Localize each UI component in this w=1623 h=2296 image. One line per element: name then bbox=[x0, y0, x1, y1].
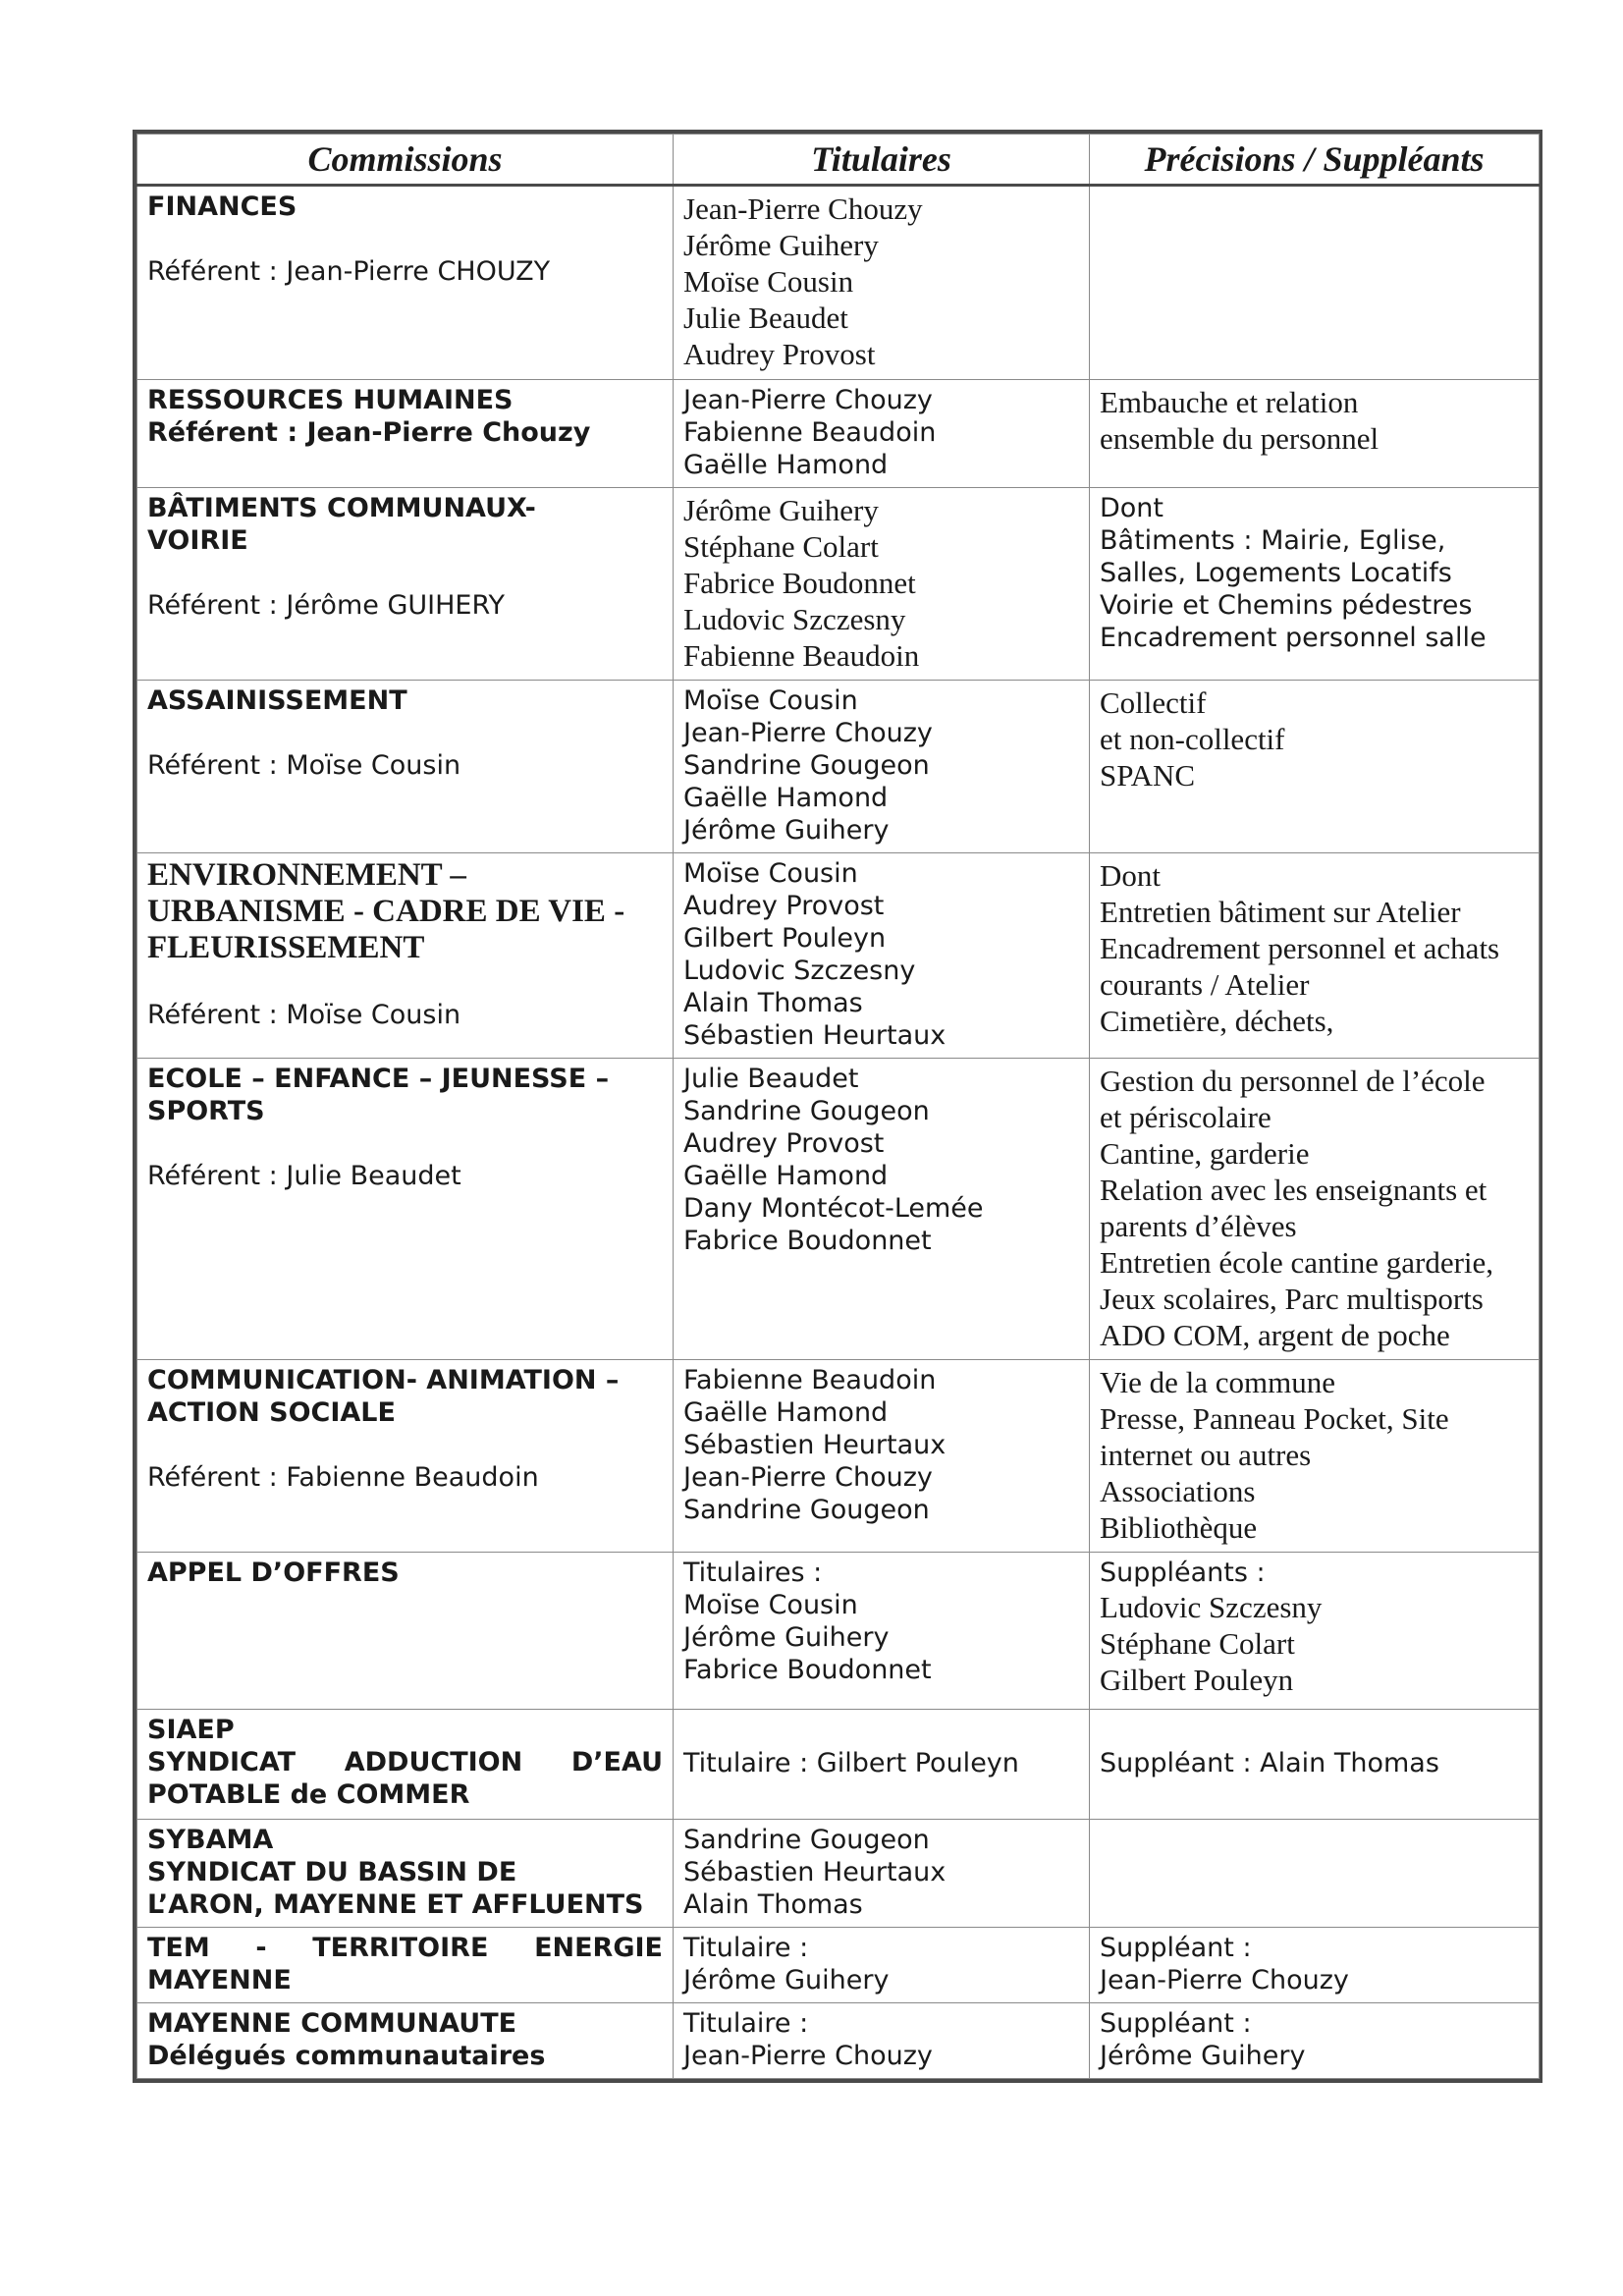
commission-title: SYBAMA bbox=[147, 1825, 274, 1855]
precisions-cell bbox=[1090, 1928, 1540, 2003]
precision-line: Gestion du personnel de l’école bbox=[1100, 1064, 1486, 1098]
commission-title: SYNDICAT ADDUCTION D’EAU bbox=[147, 1747, 663, 1777]
precision-line: Jeux scolaires, Parc multisports bbox=[1100, 1282, 1484, 1316]
member-name: Gilbert Pouleyn bbox=[683, 923, 887, 954]
member-name: Sandrine Gougeon bbox=[683, 1096, 930, 1126]
member-name: Jérôme Guihery bbox=[683, 493, 879, 527]
precisions-cell bbox=[1090, 2003, 1540, 2079]
commission-title: SYNDICAT DU BASSIN DE bbox=[147, 1857, 517, 1887]
commission-cell bbox=[137, 1710, 674, 1820]
member-name: Alain Thomas bbox=[683, 988, 863, 1018]
member-name: Audrey Provost bbox=[683, 1128, 885, 1159]
titulaires-cell bbox=[674, 488, 1090, 681]
commission-cell bbox=[137, 380, 674, 488]
member-name: Fabrice Boudonnet bbox=[683, 1226, 932, 1256]
member-name: Ludovic Szczesny bbox=[683, 602, 906, 636]
precisions-cell bbox=[1090, 1553, 1540, 1710]
commission-title: TEM - TERRITOIRE ENERGIE bbox=[147, 1933, 663, 1963]
precision-line: Presse, Panneau Pocket, Site bbox=[1100, 1401, 1449, 1436]
titulaires-cell bbox=[674, 2003, 1090, 2079]
titulaires-cell bbox=[674, 1820, 1090, 1928]
member-name: Fabienne Beaudoin bbox=[683, 1365, 937, 1395]
commission-cell bbox=[137, 1059, 674, 1360]
precisions-cell bbox=[1090, 1710, 1540, 1820]
commission-title: FLEURISSEMENT bbox=[147, 930, 425, 965]
member-name: Moïse Cousin bbox=[683, 1590, 858, 1620]
precision-line: Vie de la commune bbox=[1100, 1365, 1336, 1399]
table-row bbox=[137, 1360, 1540, 1553]
commission-referent: Référent : Jérôme GUIHERY bbox=[147, 590, 505, 621]
member-name: Sébastien Heurtaux bbox=[683, 1430, 947, 1460]
precisions-cell bbox=[1090, 380, 1540, 488]
member-name: Julie Beaudet bbox=[683, 1064, 859, 1094]
commission-title: Délégués communautaires bbox=[147, 2041, 546, 2071]
commission-title: ECOLE – ENFANCE – JEUNESSE – bbox=[147, 1064, 610, 1094]
titulaires-cell bbox=[674, 853, 1090, 1059]
member-name: Dany Montécot-Lemée bbox=[683, 1193, 984, 1224]
table-row bbox=[137, 1553, 1540, 1710]
commission-title: SIAEP bbox=[147, 1715, 235, 1745]
precision-line: ADO COM, argent de poche bbox=[1100, 1318, 1450, 1352]
titulaires-cell bbox=[674, 1710, 1090, 1820]
header-commissions: Commissions bbox=[137, 135, 674, 186]
precision-line: et non-collectif bbox=[1100, 722, 1285, 756]
titulaires-cell bbox=[674, 186, 1090, 380]
member-name: Sébastien Heurtaux bbox=[683, 1020, 947, 1051]
member-name: Moïse Cousin bbox=[683, 685, 858, 716]
commission-cell bbox=[137, 853, 674, 1059]
precision-line: Gilbert Pouleyn bbox=[1100, 1663, 1294, 1697]
member-name: Sandrine Gougeon bbox=[683, 1495, 930, 1525]
precision-line: Jérôme Guihery bbox=[1100, 2041, 1306, 2071]
precision-line: Dont bbox=[1100, 858, 1161, 893]
table-row bbox=[137, 853, 1540, 1059]
table-row bbox=[137, 488, 1540, 681]
member-name: Stéphane Colart bbox=[683, 529, 879, 564]
table-row bbox=[137, 1928, 1540, 2003]
member-name: Jean-Pierre Chouzy bbox=[683, 191, 923, 226]
commission-cell bbox=[137, 1360, 674, 1553]
member-name: Audrey Provost bbox=[683, 891, 885, 921]
member-name: Fabienne Beaudoin bbox=[683, 638, 920, 673]
member-name: Audrey Provost bbox=[683, 337, 876, 371]
table-row bbox=[137, 1059, 1540, 1360]
precision-line: Entretien école cantine garderie, bbox=[1100, 1245, 1494, 1280]
precision-line: Suppléant : bbox=[1100, 1933, 1252, 1963]
precision-line: Relation avec les enseignants et bbox=[1100, 1173, 1488, 1207]
member-name: Jean-Pierre Chouzy bbox=[683, 1462, 933, 1493]
commission-title: POTABLE de COMMER bbox=[147, 1779, 470, 1810]
member-name: Titulaire : Gilbert Pouleyn bbox=[683, 1748, 1019, 1778]
member-name: Titulaire : bbox=[683, 2008, 809, 2039]
commission-title: FINANCES bbox=[147, 191, 298, 222]
member-name: Sandrine Gougeon bbox=[683, 1825, 930, 1855]
precision-line: Suppléants : bbox=[1100, 1558, 1266, 1588]
member-name: Jean-Pierre Chouzy bbox=[683, 718, 933, 748]
commission-referent: Référent : Moïse Cousin bbox=[147, 1000, 461, 1030]
member-name: Titulaires : bbox=[683, 1558, 823, 1588]
table-row bbox=[137, 2003, 1540, 2079]
header-titulaires: Titulaires bbox=[674, 135, 1090, 186]
member-name: Jean-Pierre Chouzy bbox=[683, 2041, 933, 2071]
commission-cell bbox=[137, 186, 674, 380]
commission-referent: Référent : Moïse Cousin bbox=[147, 750, 461, 781]
precision-line: Salles, Logements Locatifs bbox=[1100, 558, 1452, 588]
commission-title: MAYENNE COMMUNAUTE bbox=[147, 2008, 517, 2039]
commission-title: COMMUNICATION- ANIMATION – bbox=[147, 1365, 620, 1395]
precision-line: Cimetière, déchets, bbox=[1100, 1004, 1334, 1038]
precision-line: SPANC bbox=[1100, 758, 1196, 793]
commission-title: ENVIRONNEMENT – bbox=[147, 857, 466, 893]
commission-title: BÂTIMENTS COMMUNAUX- bbox=[147, 493, 536, 523]
precisions-cell bbox=[1090, 488, 1540, 681]
commission-title: ASSAINISSEMENT bbox=[147, 685, 407, 716]
member-name: Moïse Cousin bbox=[683, 264, 854, 299]
member-name: Alain Thomas bbox=[683, 1889, 863, 1920]
table-row bbox=[137, 380, 1540, 488]
commission-referent: Référent : Jean-Pierre CHOUZY bbox=[147, 256, 551, 287]
precision-line: Embauche et relation bbox=[1100, 385, 1359, 419]
precision-line: ensemble du personnel bbox=[1100, 421, 1380, 456]
header-row bbox=[137, 135, 1540, 186]
member-name: Jean-Pierre Chouzy bbox=[683, 385, 933, 415]
titulaires-cell bbox=[674, 1059, 1090, 1360]
member-name: Ludovic Szczesny bbox=[683, 956, 916, 986]
precision-line: Suppléant : Alain Thomas bbox=[1100, 1748, 1439, 1778]
titulaires-cell bbox=[674, 380, 1090, 488]
member-name: Sébastien Heurtaux bbox=[683, 1857, 947, 1887]
precisions-cell bbox=[1090, 1360, 1540, 1553]
table-row bbox=[137, 1710, 1540, 1820]
commission-cell bbox=[137, 1553, 674, 1710]
titulaires-cell bbox=[674, 681, 1090, 853]
precisions-cell bbox=[1090, 853, 1540, 1059]
precision-line: Entretien bâtiment sur Atelier bbox=[1100, 895, 1461, 929]
precisions-cell bbox=[1090, 1059, 1540, 1360]
commission-title: SPORTS bbox=[147, 1096, 265, 1126]
commission-referent: Référent : Fabienne Beaudoin bbox=[147, 1462, 539, 1493]
member-name: Gaëlle Hamond bbox=[683, 783, 889, 813]
precisions-cell bbox=[1090, 681, 1540, 853]
commission-title: APPEL D’OFFRES bbox=[147, 1558, 400, 1588]
member-name: Fabienne Beaudoin bbox=[683, 417, 937, 448]
precision-line: Cantine, garderie bbox=[1100, 1136, 1310, 1171]
precision-line: Bibliothèque bbox=[1100, 1510, 1258, 1545]
member-name: Jérôme Guihery bbox=[683, 1965, 890, 1995]
member-name: Sandrine Gougeon bbox=[683, 750, 930, 781]
table-row bbox=[137, 681, 1540, 853]
member-name: Jérôme Guihery bbox=[683, 228, 879, 262]
table-row bbox=[137, 1820, 1540, 1928]
member-name: Jérôme Guihery bbox=[683, 1622, 890, 1653]
commission-title: L’ARON, MAYENNE ET AFFLUENTS bbox=[147, 1889, 644, 1920]
precision-line: Bâtiments : Mairie, Eglise, bbox=[1100, 525, 1446, 556]
member-name: Fabrice Boudonnet bbox=[683, 1655, 932, 1685]
precisions-cell bbox=[1090, 186, 1540, 380]
commission-referent: Référent : Jean-Pierre Chouzy bbox=[147, 417, 591, 448]
precision-line: et périscolaire bbox=[1100, 1100, 1271, 1134]
commissions-table bbox=[133, 130, 1542, 2083]
precision-line: Encadrement personnel et achats bbox=[1100, 931, 1500, 965]
member-name: Titulaire : bbox=[683, 1933, 809, 1963]
titulaires-cell bbox=[674, 1553, 1090, 1710]
header-precisions: Précisions / Suppléants bbox=[1090, 135, 1540, 186]
table-row bbox=[137, 186, 1540, 380]
member-name: Fabrice Boudonnet bbox=[683, 566, 916, 600]
precision-line: Ludovic Szczesny bbox=[1100, 1590, 1323, 1624]
precisions-cell bbox=[1090, 1820, 1540, 1928]
commission-title: URBANISME - CADRE DE VIE - bbox=[147, 894, 625, 929]
commission-title: ACTION SOCIALE bbox=[147, 1397, 396, 1428]
precision-line: courants / Atelier bbox=[1100, 967, 1310, 1002]
commission-cell bbox=[137, 1820, 674, 1928]
precision-line: Dont bbox=[1100, 493, 1164, 523]
precision-line: Stéphane Colart bbox=[1100, 1626, 1295, 1661]
commission-title: VOIRIE bbox=[147, 525, 248, 556]
precision-line: internet ou autres bbox=[1100, 1438, 1312, 1472]
precision-line: Collectif bbox=[1100, 685, 1207, 720]
precision-line: parents d’élèves bbox=[1100, 1209, 1297, 1243]
commission-cell bbox=[137, 1928, 674, 2003]
precision-line: Voirie et Chemins pédestres bbox=[1100, 590, 1473, 621]
commission-referent: Référent : Julie Beaudet bbox=[147, 1161, 461, 1191]
member-name: Gaëlle Hamond bbox=[683, 1161, 889, 1191]
member-name: Gaëlle Hamond bbox=[683, 450, 889, 480]
titulaires-cell bbox=[674, 1928, 1090, 2003]
commission-title: MAYENNE bbox=[147, 1965, 292, 1995]
member-name: Jérôme Guihery bbox=[683, 815, 890, 846]
commission-cell bbox=[137, 2003, 674, 2079]
commission-cell bbox=[137, 681, 674, 853]
member-name: Gaëlle Hamond bbox=[683, 1397, 889, 1428]
precision-line: Suppléant : bbox=[1100, 2008, 1252, 2039]
precision-line: Encadrement personnel salle bbox=[1100, 623, 1487, 653]
commission-title: RESSOURCES HUMAINES bbox=[147, 385, 514, 415]
member-name: Moïse Cousin bbox=[683, 858, 858, 889]
precision-line: Associations bbox=[1100, 1474, 1256, 1508]
member-name: Julie Beaudet bbox=[683, 301, 848, 335]
commission-cell bbox=[137, 488, 674, 681]
titulaires-cell bbox=[674, 1360, 1090, 1553]
precision-line: Jean-Pierre Chouzy bbox=[1100, 1965, 1349, 1995]
